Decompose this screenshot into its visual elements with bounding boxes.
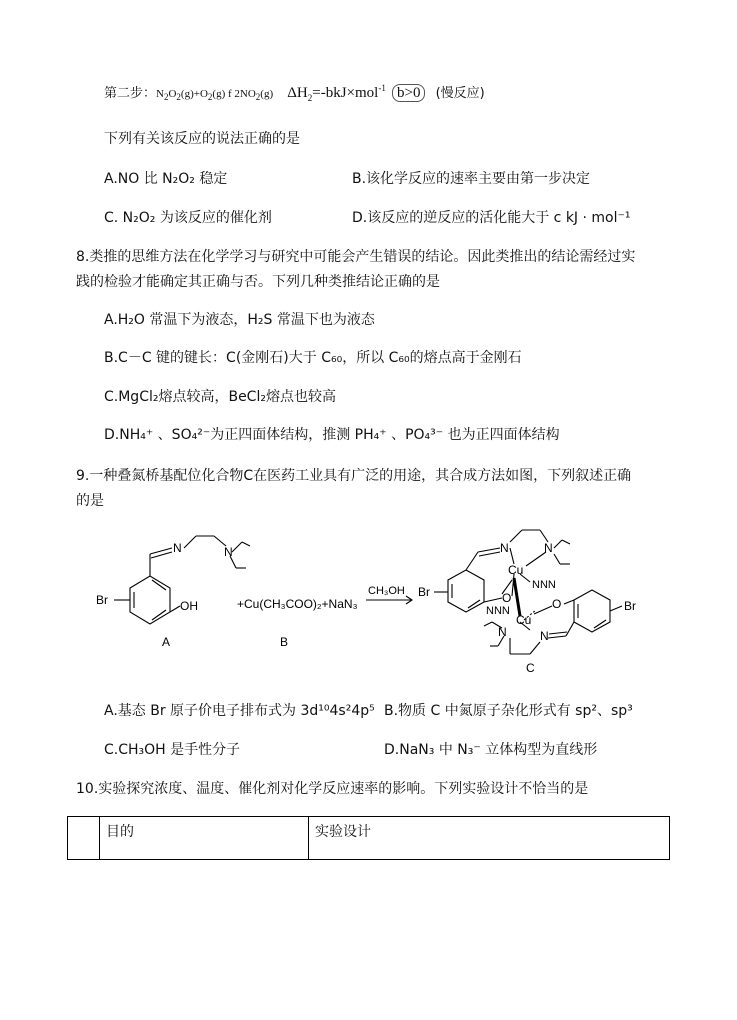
compound-c-br-left: Br (418, 585, 430, 599)
step2-equation: $N_2O_2(g)+O_2(g)$ f $2NO_2(g)$ (156, 88, 274, 103)
step2-line (104, 84, 485, 103)
compound-c-n3: N (498, 625, 507, 639)
compound-c-n1: N (500, 541, 509, 555)
q10-table (67, 816, 670, 860)
compound-c-azide-right: NNN (532, 579, 556, 591)
q8-option-c: C.MgCl₂熔点较高，BeCl₂熔点也较高 (104, 389, 336, 405)
reagents-b: +Cu(CH₃COO)₂+NaN₃ (237, 597, 358, 611)
label-c: C (526, 661, 535, 675)
compound-a-oh: OH (180, 599, 198, 613)
compound-a-br: Br (96, 593, 108, 607)
q9-stem-line1: 9.一种叠氮桥基配位化合物C在医药工业具有广泛的用途，其合成方法如图，下列叙述正确 (76, 468, 632, 484)
q9-option-d: D.NaN₃ 中 N₃⁻ 立体构型为直线形 (384, 742, 598, 758)
step2-condition: b>0 (392, 84, 425, 102)
table-header-purpose: 目的 (100, 817, 309, 860)
step2-slow-label: (慢反应) (435, 86, 485, 101)
arrow-solvent-label: CH₃OH (368, 585, 405, 597)
step2-prefix: 第二步： (104, 86, 157, 101)
compound-a-n2: N (224, 545, 233, 559)
q10-stem: 10.实验探究浓度、温度、催化剂对化学反应速率的影响。下列实验设计不恰当的是 (76, 781, 589, 797)
q8-option-a: A.H₂O 常温下为液态，H₂S 常温下也为液态 (104, 312, 375, 328)
q8-option-b: B.C－C 键的键长：C(金刚石)大于 C₆₀，所以 C₆₀的熔点高于金刚石 (104, 350, 522, 366)
compound-a-ring (130, 576, 170, 624)
q7-option-d: D.该反应的逆反应的活化能大于 c kJ · mol⁻¹ (352, 210, 631, 226)
q7-option-b: B.该化学反应的速率主要由第一步决定 (352, 171, 591, 187)
compound-c-azide-left: NNN (486, 605, 510, 617)
compound-c-cu-bottom: Cu (516, 613, 532, 627)
compound-c-br-right: Br (624, 599, 636, 613)
table-header-row (68, 817, 670, 860)
compound-a-n1: N (173, 541, 182, 555)
compound-c-cu-top: Cu (508, 563, 524, 577)
q8-option-d: D.NH₄⁺ 、SO₄²⁻为正四面体结构，推测 PH₄⁺ 、PO₄³⁻ 也为正四面体结构 (104, 427, 560, 443)
q9-option-a: A.基态 Br 原子价电子排布式为 3d¹⁰4s²4p⁵ (104, 703, 375, 719)
q9-stem-line2: 的是 (76, 493, 104, 509)
compound-c-o-right: O (552, 597, 562, 611)
q7-option-a: A.NO 比 N₂O₂ 稳定 (104, 171, 228, 187)
table-header-design: 实验设计 (309, 817, 670, 860)
q8-stem-line1: 8.类推的思维方法在化学学习与研究中可能会产生错误的结论。因此类推出的结论需经过实 (76, 249, 636, 265)
compound-c-left-ring (448, 570, 484, 612)
step2-enthalpy: $\Delta H_2=-bkJ\times mol^{-1}$ (287, 83, 386, 103)
table-header-index (68, 817, 100, 860)
q7-option-c: C. N₂O₂ 为该反应的催化剂 (104, 210, 272, 226)
q7-stem: 下列有关该反应的说法正确的是 (104, 131, 300, 147)
q9-option-b: B.物质 C 中氮原子杂化形式有 sp²、sp³ (384, 703, 633, 719)
compound-c-n4: N (540, 629, 549, 643)
compound-c-right-ring (574, 590, 610, 632)
label-b: B (280, 635, 289, 649)
reaction-scheme (90, 518, 650, 678)
q8-stem-line2: 践的检验才能确定其正确与否。下列几种类推结论正确的是 (76, 274, 440, 290)
compound-c-o-left: O (502, 591, 512, 605)
q9-option-c: C.CH₃OH 是手性分子 (104, 742, 241, 758)
label-a: A (162, 635, 171, 649)
compound-c-n2: N (544, 541, 553, 555)
